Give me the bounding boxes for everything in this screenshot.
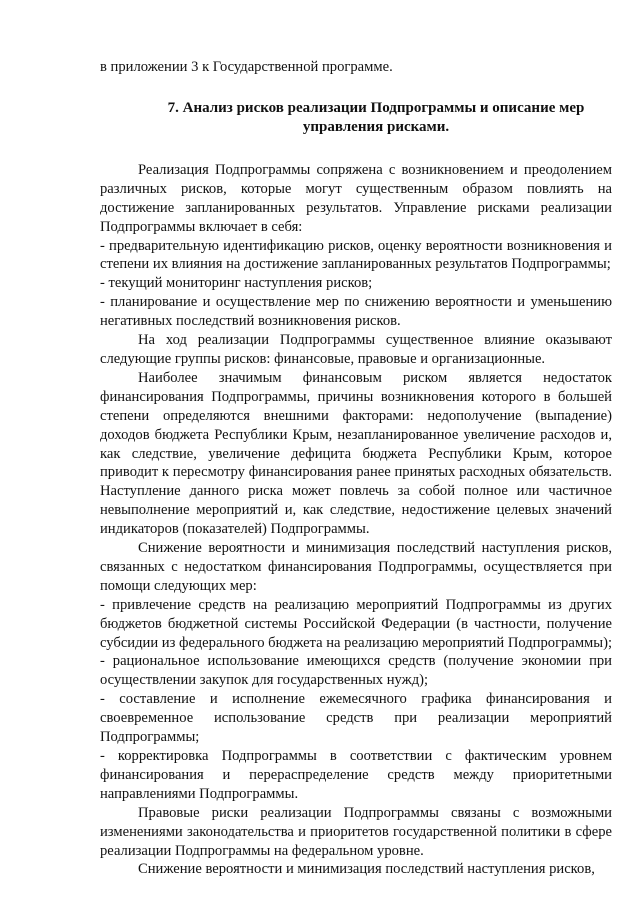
list-item-7: - корректировка Подпрограммы в соответствии с фактическим уровнем финансирования и перераспределение средств между приоритетными направлениями Подпрограммы. (100, 748, 612, 802)
paragraph-4: Снижение вероятности и минимизация последствий наступления рисков, связанных с недостатком финансирования Подпрограммы, осуществляется при помощи следующих мер: (100, 540, 612, 594)
intro-line: в приложении 3 к Государственной программе. (100, 59, 393, 75)
section-heading (100, 99, 612, 137)
paragraph-2: На ход реализации Подпрограммы существенное влияние оказывают следующие группы рисков: финансовые, правовые и организационные. (100, 332, 612, 367)
list-item-1: - предварительную идентификацию рисков, оценку вероятности возникновения и степени их влияния на достижение запланированных результатов Подпрограммы; (100, 237, 612, 273)
section-heading-line-2: управления рисками. (302, 118, 450, 135)
paragraph-5: Правовые риски реализации Подпрограммы связаны с возможными изменениями законодательства и приоритетов государственной политики в сфере реализации Подпрограммы на федеральном уровне. (100, 804, 612, 859)
list-item-3: - планирование и осуществление мер по снижению вероятности и уменьшению негативных последствий возникновения рисков. (100, 294, 612, 330)
list-item-6: - составление и исполнение ежемесячного графика финансирования и своевременное использование средств при реализации мероприятий Подпрограммы; (100, 691, 612, 746)
list-item-4: - привлечение средств на реализацию мероприятий Подпрограммы из других бюджетов бюджетной системы Российской Федерации (в частности, получение субсидии из федерального бюджета на реализацию мероприятий Подпрограммы); (100, 596, 613, 651)
list-item-5: - рациональное использование имеющихся средств (получение экономии при осуществлении закупок для государственных нужд); (100, 653, 612, 689)
paragraph-1: Реализация Подпрограммы сопряжена с возникновением и преодолением различных рисков, которые могут существенным образом повлиять на достижение запланированных результатов. Управление рисками реализации Подпрограммы включает в себя: (100, 161, 612, 235)
paragraph-6: Снижение вероятности и минимизация последствий наступления рисков, (138, 861, 595, 878)
section-heading-line-1: 7. Анализ рисков реализации Подпрограммы и описание мер (167, 99, 585, 116)
list-item-2: - текущий мониторинг наступления рисков; (100, 275, 373, 292)
paragraph-3: Наиболее значимым финансовым риском является недостаток финансирования Подпрограммы, причины возникновения которого в большей степени определяются внешними факторами: недополучение (выпадение) доходов бюджета Республики Крым, незапланированное увеличение расходов и, как следствие, увеличение дефицита бюджета Республики Крым, которое приводит к пересмотру финансирования ранее принятых расходных обязательств. Наступление данного риска может повлечь за собой полное или частичное невыполнение мероприятий и, как следствие, недостижение целевых значений индикаторов (показателей) Подпрограммы. (100, 369, 612, 538)
